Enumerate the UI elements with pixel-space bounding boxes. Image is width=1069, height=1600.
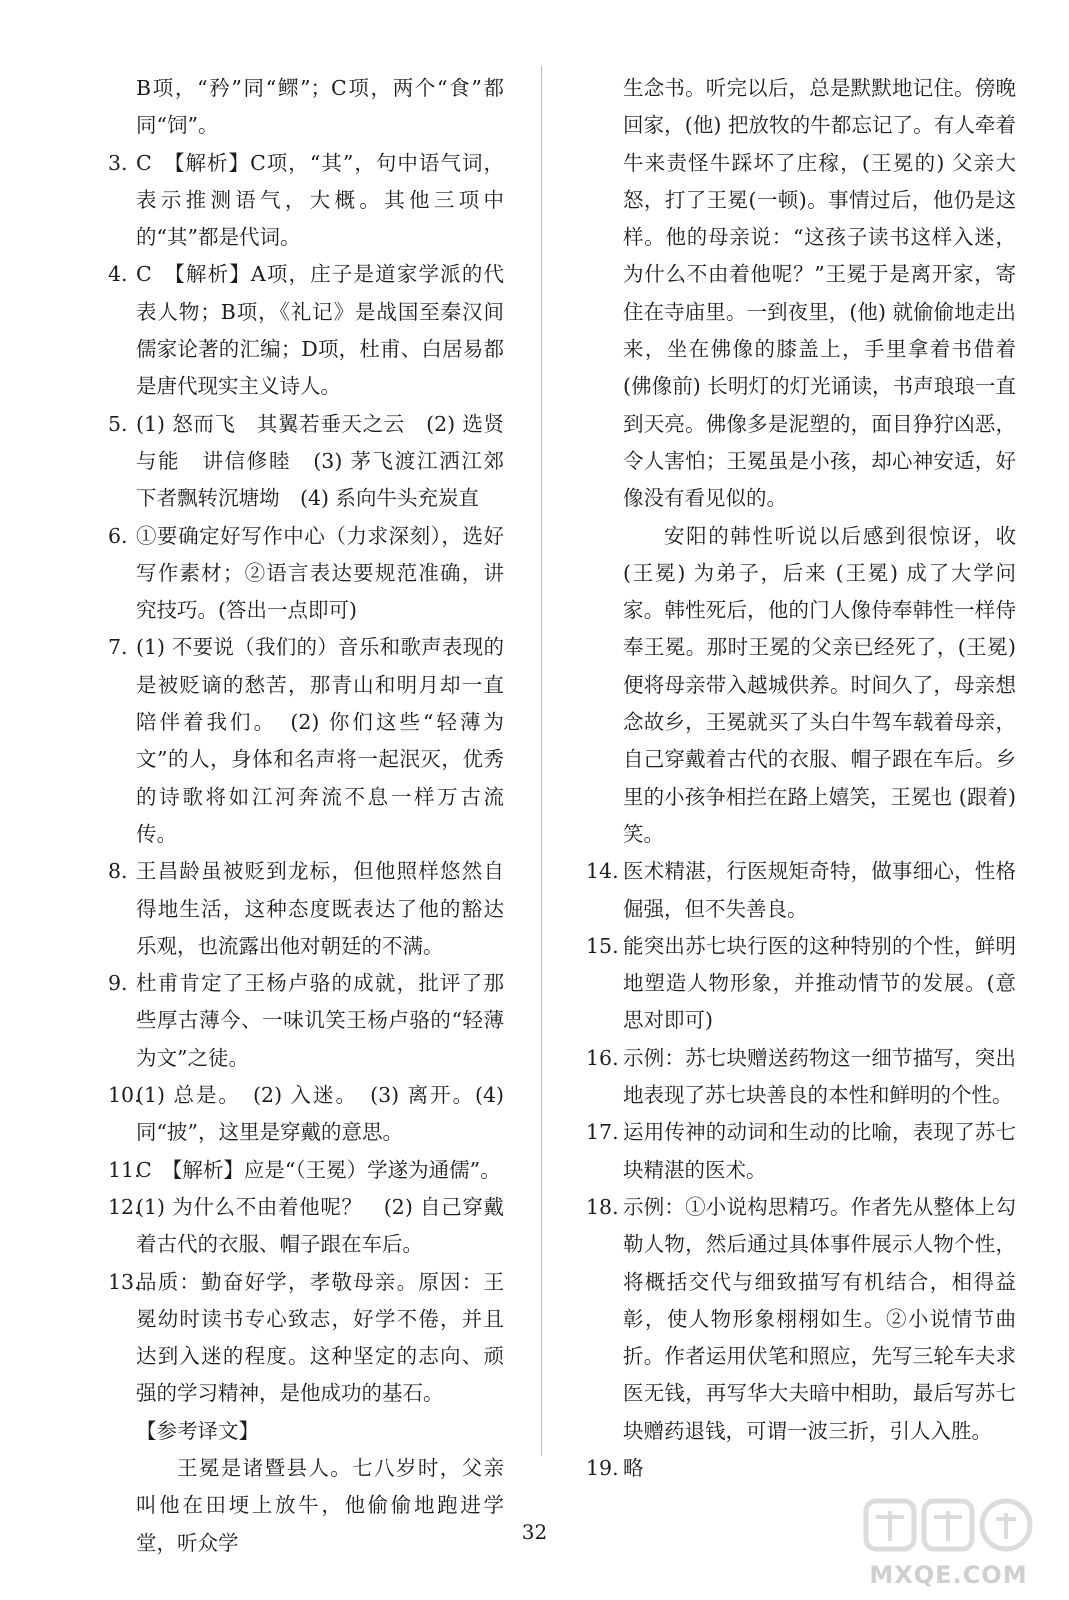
answer-item bbox=[108, 853, 504, 965]
translation-paragraph: 安阳的韩性听说以后感到很惊讶，收(王冕) 为弟子，后来 (王冕) 成了大学问家。韩性死后，他的门人像侍奉韩性一样侍奉王冕。那时王冕的父亲已经死了，(王冕) 便将母亲带入越城供养。时间久了，母亲想念故乡，王冕就买了头白牛驾车载着母亲，自己穿戴着古代的衣服、帽子跟在车后。乡里的小孩争相拦在路上嬉笑，王冕也 (跟着) 笑。 bbox=[623, 523, 1016, 846]
answer-item bbox=[586, 1450, 1016, 1487]
item-text: 示例：①小说构思精巧。作者先从整体上勾勒人物，然后通过具体事件展示人物个性，将概括交代与细致描写有机结合，相得益彰，使人物形象栩栩如生。②小说情节曲折。作者运用伏笔和照应，先写三轮车夫求医无钱，再写华大夫暗中相助，最后写苏七块赠药退钱，可谓一波三折，引人入胜。 bbox=[623, 1194, 1016, 1443]
translation-heading-row bbox=[108, 1413, 504, 1450]
answer-item bbox=[586, 1189, 1016, 1450]
watermark-logo bbox=[846, 1493, 1051, 1593]
item-number bbox=[586, 70, 623, 518]
answer-item bbox=[586, 1114, 1016, 1189]
item-number: 16. bbox=[586, 1045, 619, 1070]
left-column bbox=[108, 70, 525, 1562]
translation-continuation-row bbox=[586, 70, 1016, 518]
item-text: C 【解析】应是“（王冕）学遂为通儒”。 bbox=[136, 1157, 501, 1182]
answer-item bbox=[108, 1189, 504, 1264]
answer-item bbox=[108, 1077, 504, 1152]
answer-item bbox=[108, 256, 504, 405]
answer-item bbox=[108, 145, 504, 257]
item-number: 13. bbox=[108, 1269, 141, 1294]
item-text: C 【解析】C项，“其”，句中语气词，表示推测语气，大概。其他三项中的“其”都是代词。 bbox=[136, 150, 504, 250]
item-number: 7. bbox=[108, 635, 128, 660]
item-number: 19. bbox=[586, 1455, 619, 1480]
item-text: 示例：苏七块赠送药物这一细节描写，突出地表现了苏七块善良的本性和鲜明的个性。 bbox=[623, 1045, 1016, 1108]
item-text: 品质：勤奋好学，孝敬母亲。原因：王冕幼时读书专心致志，好学不倦，并且达到入迷的程度。这种坚定的志向、顽强的学习精神，是他成功的基石。 bbox=[136, 1269, 504, 1406]
item-text: (1) 不要说（我们的）音乐和歌声表现的是被贬谪的愁苦，那青山和明月却一直陪伴着我们。 (2) 你们这些“轻薄为文”的人，身体和名声将一起泯灭，优秀的诗歌将如江河奔流不息一样万古流传。 bbox=[136, 635, 504, 846]
page-number: 32 bbox=[521, 1520, 548, 1544]
translation-continuation: 生念书。听完以后，总是默默地记住。傍晚回家，(他) 把放牧的牛都忘记了。有人牵着牛来责怪牛踩坏了庄稼，(王冕的) 父亲大怒，打了王冕(一顿)。事情过后，他仍是这样。他的母亲说：“这孩子读书这样入迷，为什么不由着他呢？”王冕于是离开家，寄住在寺庙里。一到夜里，(他) 就偷偷地走出来，坐在佛像的膝盖上，手里拿着书借着(佛像前) 长明灯的灯光诵读，书声琅琅一直到天亮。佛像多是泥塑的，面目狰狞凶恶，令人害怕；王冕虽是小孩，却心神安适，好像没有看见似的。 bbox=[623, 76, 1016, 511]
item-number bbox=[586, 518, 623, 854]
item-text: 杜甫肯定了王杨卢骆的成就，批评了那些厚古薄今、一味讥笑王杨卢骆的“轻薄为文”之徒。 bbox=[136, 971, 504, 1070]
translation-heading: 【参考译文】 bbox=[136, 1418, 259, 1443]
item-number: 15. bbox=[586, 933, 619, 958]
item-text: (1) 怒而飞 其翼若垂天之云 (2) 选贤与能 讲信修睦 (3) 茅飞渡江洒江郊 下者飘转沉塘坳 (4) 系向牛头充炭直 bbox=[136, 411, 525, 511]
answer-item bbox=[108, 406, 525, 518]
item-number: 4. bbox=[108, 262, 128, 287]
answer-item bbox=[586, 1040, 1016, 1115]
item-text: 能突出苏七块行医的这种特别的个性，鲜明地塑造人物形象，并推动情节的发展。(意思对即可) bbox=[623, 933, 1016, 1033]
item-text: ①要确定好写作中心（力求深刻），选好写作素材；②语言表达要规范准确，讲究技巧。(答出一点即可) bbox=[136, 523, 504, 623]
answer-item bbox=[108, 965, 504, 1077]
item-number bbox=[108, 70, 136, 145]
item-number: 8. bbox=[108, 859, 128, 884]
answer-item bbox=[108, 518, 504, 630]
answer-item bbox=[108, 1264, 504, 1413]
translation-paragraph: 王冕是诸暨县人。七八岁时，父亲叫他在田埂上放牛，他偷偷地跑进学堂，听众学 bbox=[136, 1455, 504, 1555]
item-number: 17. bbox=[586, 1120, 619, 1145]
answer-item bbox=[108, 629, 504, 853]
item-text: 王昌龄虽被贬到龙标，但他照样悠然自得地生活，这种态度既表达了他的豁达乐观，也流露出他对朝廷的不满。 bbox=[136, 859, 504, 958]
translation-paragraph-row bbox=[108, 1450, 504, 1562]
column-divider bbox=[541, 66, 542, 1456]
answer-item-continuation bbox=[108, 70, 504, 145]
answer-item bbox=[586, 928, 1016, 1040]
item-number: 5. bbox=[108, 411, 128, 436]
item-number: 3. bbox=[108, 150, 128, 175]
item-text: 略 bbox=[623, 1455, 644, 1480]
item-number: 12. bbox=[108, 1194, 141, 1219]
item-number bbox=[108, 1413, 136, 1450]
item-text: C 【解析】A项，庄子是道家学派的代表人物；B项，《礼记》是战国至秦汉间儒家论著的汇编；D项，杜甫、白居易都是唐代现实主义诗人。 bbox=[136, 262, 504, 399]
item-number: 10. bbox=[108, 1083, 141, 1108]
item-number: 9. bbox=[108, 971, 128, 996]
item-number: 6. bbox=[108, 523, 128, 548]
item-number bbox=[108, 1450, 136, 1562]
item-text: 运用传神的动词和生动的比喻，表现了苏七块精湛的医术。 bbox=[623, 1120, 1016, 1182]
item-number: 14. bbox=[586, 859, 619, 884]
translation-paragraph-row bbox=[586, 518, 1016, 854]
answer-item bbox=[586, 853, 1016, 928]
right-column bbox=[586, 70, 1016, 1487]
item-number: 11. bbox=[108, 1157, 141, 1182]
item-text: (1) 总是。 (2) 入迷。 (3) 离开。(4) 同“披”，这里是穿戴的意思。 bbox=[136, 1083, 504, 1145]
item-text: 医术精湛，行医规矩奇特，做事细心，性格倔强，但不失善良。 bbox=[623, 859, 1016, 921]
answer-item bbox=[108, 1152, 504, 1189]
item-number: 18. bbox=[586, 1194, 619, 1219]
item-text: (1) 为什么不由着他呢？ (2) 自己穿戴着古代的衣服、帽子跟在车后。 bbox=[136, 1194, 504, 1257]
watermark-text: MXQE.COM bbox=[869, 1561, 1028, 1589]
item-text: B项，“矜”同“鳏”；C项，两个“食”都同“饲”。 bbox=[136, 76, 504, 138]
